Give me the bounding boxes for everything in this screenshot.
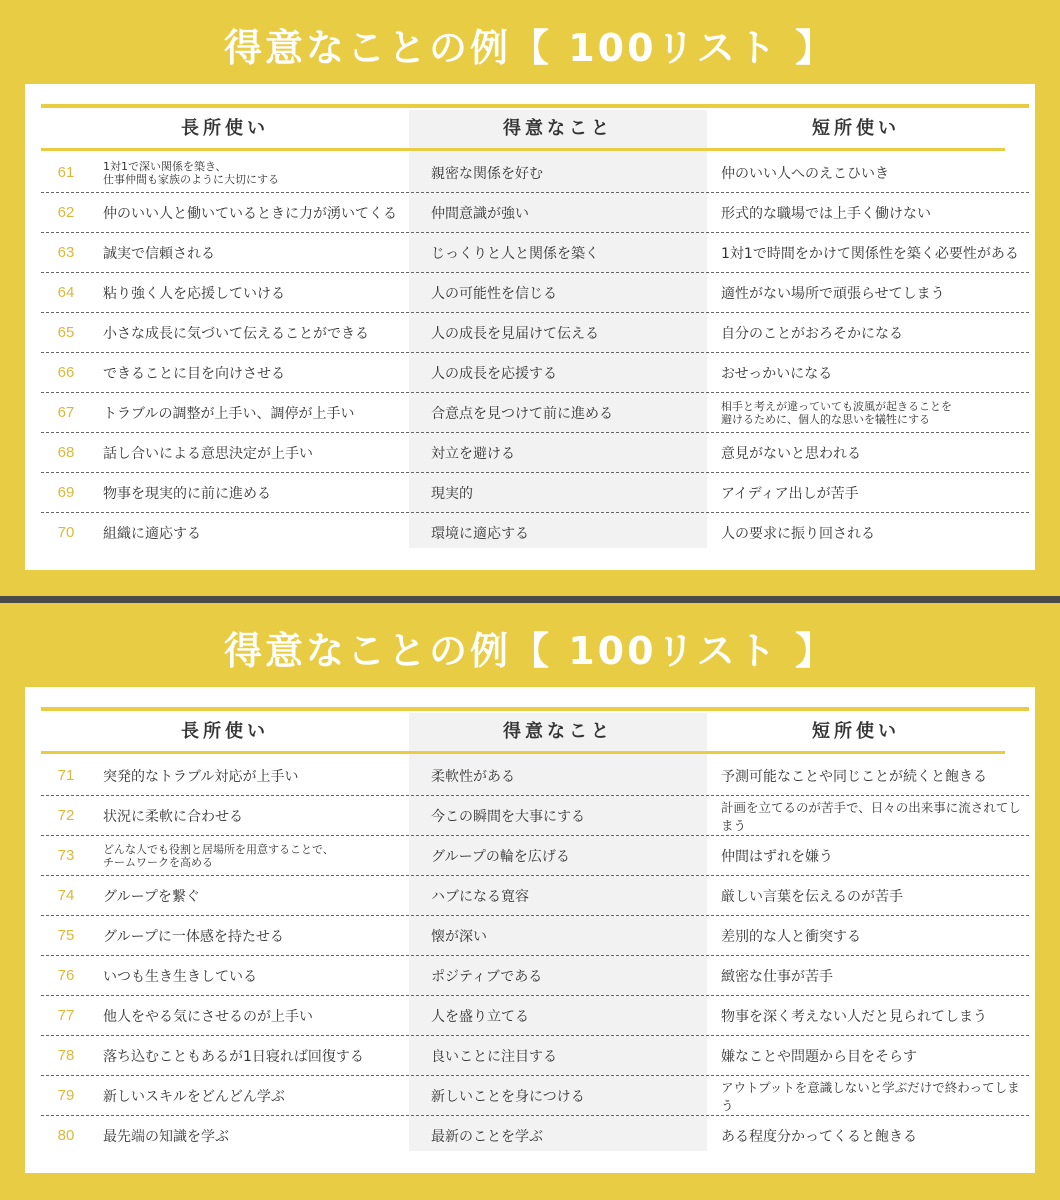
- good-at-cell: 環境に適応する: [431, 526, 529, 542]
- good-at-cell: 良いことに注目する: [431, 1049, 557, 1065]
- strength-cell: できることに目を向けさせる: [103, 366, 285, 382]
- top-accent-bar: [41, 104, 1029, 108]
- strength-cell: 組織に適応する: [103, 526, 201, 542]
- table-row: [41, 956, 1029, 996]
- table-row: [41, 273, 1029, 313]
- table-row: [41, 353, 1029, 393]
- row-number: 63: [57, 244, 75, 261]
- row-number: 72: [57, 807, 75, 824]
- table-row: [41, 876, 1029, 916]
- row-number: 79: [57, 1087, 75, 1104]
- weakness-cell: 1対1で時間をかけて関係性を築く必要性がある: [721, 246, 1019, 262]
- header-weakness: 短所使い: [812, 118, 900, 139]
- good-at-cell: 人の成長を見届けて伝える: [431, 326, 599, 342]
- table-row: [41, 1076, 1029, 1116]
- strength-cell: グループを繋ぐ: [103, 889, 200, 905]
- good-at-cell: 親密な関係を好む: [431, 166, 543, 182]
- table-row: [41, 513, 1029, 553]
- strength-cell: 物事を現実的に前に進める: [103, 486, 271, 502]
- table-row: [41, 473, 1029, 513]
- good-at-cell: 新しいことを身につける: [431, 1089, 585, 1105]
- header-good-at: 得意なこと: [409, 713, 707, 751]
- weakness-cell: 相手と考えが違っていても波風が起きることを 避けるために、個人的な思いを犠牲にする: [721, 400, 952, 426]
- strength-cell: 状況に柔軟に合わせる: [103, 809, 243, 825]
- strength-cell: 突発的なトラブル対応が上手い: [103, 769, 299, 785]
- good-at-cell: グループの輪を広げる: [431, 849, 570, 865]
- weakness-cell: アウトプットを意識しないと学ぶだけで終わってしまう: [721, 1080, 1020, 1113]
- header-strength: 長所使い: [181, 118, 269, 139]
- strength-cell: 最先端の知識を学ぶ: [103, 1129, 229, 1145]
- row-number: 66: [57, 364, 75, 381]
- good-at-cell: 人の可能性を信じる: [431, 286, 557, 302]
- table-card: [25, 84, 1035, 570]
- row-number: 69: [57, 484, 75, 501]
- good-at-cell: 柔軟性がある: [431, 769, 515, 785]
- table-row: [41, 796, 1029, 836]
- table-row: [41, 756, 1029, 796]
- row-number: 80: [57, 1127, 75, 1144]
- table-row: [41, 916, 1029, 956]
- row-number: 76: [57, 967, 75, 984]
- row-number: 61: [57, 164, 75, 181]
- row-number: 68: [57, 444, 75, 461]
- good-at-cell: 現実的: [431, 486, 473, 502]
- table-row: [41, 836, 1029, 876]
- good-at-cell: 最新のことを学ぶ: [431, 1129, 543, 1145]
- top-accent-bar: [41, 707, 1029, 711]
- good-at-cell: じっくりと人と関係を築く: [431, 246, 599, 262]
- weakness-cell: 予測可能なことや同じことが続くと飽きる: [721, 769, 987, 785]
- weakness-cell: 計画を立てるのが苦手で、日々の出来事に流されてしまう: [721, 800, 1021, 833]
- weakness-cell: 差別的な人と衝突する: [721, 929, 861, 945]
- good-at-cell: 人を盛り立てる: [431, 1009, 529, 1025]
- good-at-cell: ポジティブである: [431, 969, 543, 985]
- table-row: [41, 153, 1029, 193]
- strength-cell: 粘り強く人を応援していける: [103, 286, 285, 302]
- header-strength: 長所使い: [181, 721, 269, 742]
- good-at-cell: 対立を避ける: [431, 446, 515, 462]
- weakness-cell: おせっかいになる: [721, 366, 833, 382]
- row-number: 64: [57, 284, 75, 301]
- row-number: 74: [57, 887, 75, 904]
- good-at-cell: 今この瞬間を大事にする: [431, 809, 585, 825]
- good-at-cell: 懐が深い: [431, 929, 487, 945]
- weakness-cell: 自分のことがおろそかになる: [721, 326, 903, 342]
- strength-cell: 小さな成長に気づいて伝えることができる: [103, 326, 369, 342]
- row-number: 70: [57, 524, 75, 541]
- strength-cell: 誠実で信頼される: [103, 246, 215, 262]
- strength-cell: 話し合いによる意思決定が上手い: [103, 446, 313, 462]
- strength-cell: いつも生き生きしている: [103, 969, 257, 985]
- panel-divider: [0, 596, 1060, 603]
- row-number: 65: [57, 324, 75, 341]
- table-row: [41, 233, 1029, 273]
- weakness-cell: ある程度分かってくると飽きる: [721, 1129, 917, 1145]
- table-card: [25, 687, 1035, 1173]
- weakness-cell: 緻密な仕事が苦手: [721, 969, 833, 985]
- weakness-cell: 人の要求に振り回される: [721, 526, 875, 542]
- table-row: [41, 1116, 1029, 1156]
- weakness-cell: 仲のいい人へのえこひいき: [721, 166, 889, 182]
- good-at-cell: 合意点を見つけて前に進める: [431, 406, 613, 422]
- table-row: [41, 393, 1029, 433]
- weakness-cell: 嫌なことや問題から目をそらす: [721, 1049, 917, 1065]
- strength-cell: グループに一体感を持たせる: [103, 929, 284, 945]
- weakness-cell: 意見がないと思われる: [721, 446, 861, 462]
- table-rows: [41, 756, 1029, 1156]
- strength-cell: 新しいスキルをどんどん学ぶ: [103, 1089, 285, 1105]
- weakness-cell: 形式的な職場では上手く働けない: [721, 206, 931, 222]
- weakness-cell: 仲間はずれを嫌う: [721, 849, 833, 865]
- good-at-cell: ハブになる寛容: [431, 889, 529, 905]
- panel-title: 得意なことの例【 100リスト 】: [223, 26, 837, 70]
- table-row: [41, 193, 1029, 233]
- row-number: 73: [57, 847, 75, 864]
- table-rows: [41, 153, 1029, 553]
- header-good-at: 得意なこと: [409, 110, 707, 148]
- weakness-cell: 厳しい言葉を伝えるのが苦手: [721, 889, 903, 905]
- row-number: 71: [57, 767, 75, 784]
- strength-cell: 1対1で深い関係を築き、 仕事仲間も家族のように大切にする: [103, 160, 279, 186]
- weakness-cell: 物事を深く考えない人だと見られてしまう: [721, 1009, 987, 1025]
- list-panel-61-70: [0, 0, 1060, 596]
- panel-title: 得意なことの例【 100リスト 】: [223, 629, 837, 673]
- row-number: 62: [57, 204, 75, 221]
- weakness-cell: アイディア出しが苦手: [721, 486, 859, 502]
- strength-cell: トラブルの調整が上手い、調停が上手い: [103, 406, 355, 422]
- row-number: 67: [57, 404, 75, 421]
- row-number: 75: [57, 927, 75, 944]
- list-panel-71-80: [0, 603, 1060, 1200]
- strength-cell: 仲のいい人と働いているときに力が湧いてくる: [103, 206, 397, 222]
- good-at-cell: 仲間意識が強い: [431, 206, 529, 222]
- table-row: [41, 433, 1029, 473]
- table-row: [41, 1036, 1029, 1076]
- table-row: [41, 996, 1029, 1036]
- table-row: [41, 313, 1029, 353]
- strength-cell: どんな人でも役割と居場所を用意することで、 チームワークを高める: [103, 843, 334, 869]
- strength-cell: 他人をやる気にさせるのが上手い: [103, 1009, 313, 1025]
- header-weakness: 短所使い: [812, 721, 900, 742]
- row-number: 78: [57, 1047, 75, 1064]
- strength-cell: 落ち込むこともあるが1日寝れば回復する: [103, 1049, 364, 1065]
- good-at-cell: 人の成長を応援する: [431, 366, 557, 382]
- weakness-cell: 適性がない場所で頑張らせてしまう: [721, 286, 945, 302]
- row-number: 77: [57, 1007, 75, 1024]
